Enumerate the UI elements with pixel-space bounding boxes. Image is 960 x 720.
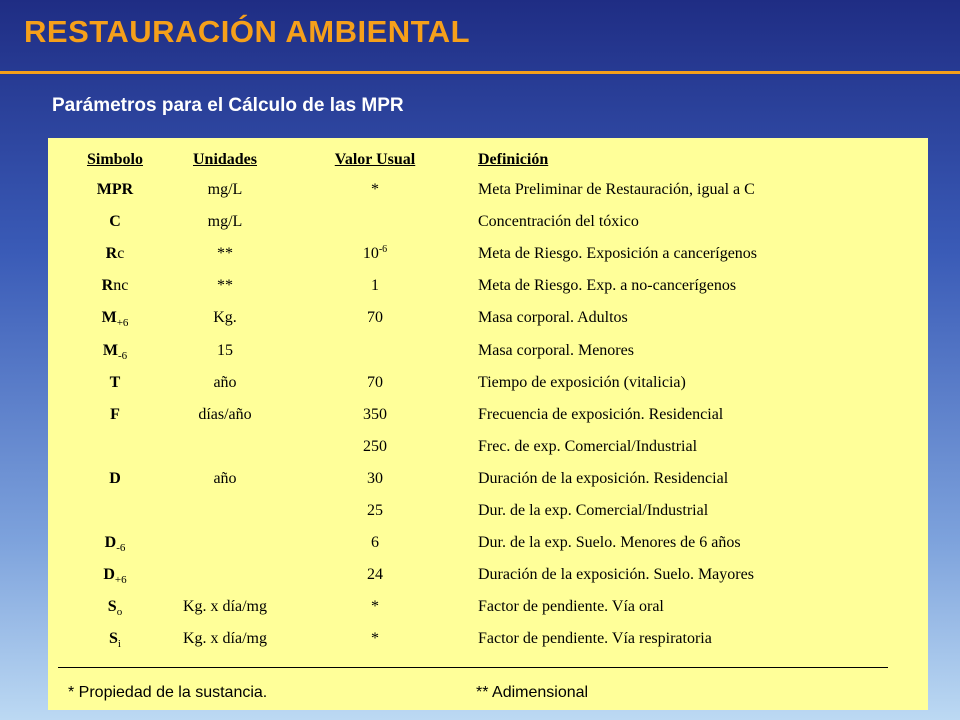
value-number: 10 <box>362 245 379 263</box>
cell-definition: Meta de Riesgo. Exp. a no-cancerígenos <box>478 277 737 295</box>
cell-units: Kg. <box>213 309 237 327</box>
symbol-subscript: +6 <box>116 317 129 330</box>
cell-definition: Masa corporal. Adultos <box>478 309 628 327</box>
cell-units: 15 <box>217 341 233 359</box>
symbol-subscript: -6 <box>116 542 126 555</box>
cell-symbol <box>60 302 170 334</box>
cell-units <box>170 431 280 463</box>
symbol-letter: D <box>104 534 117 552</box>
cell-symbol <box>60 591 170 623</box>
symbol-letter: D <box>103 566 115 584</box>
cell-symbol <box>60 238 170 270</box>
value-number: 24 <box>367 566 383 584</box>
table-row <box>60 399 898 431</box>
cell-value <box>280 302 470 334</box>
parameters-table <box>60 146 898 655</box>
cell-units: ** <box>217 277 233 295</box>
cell-symbol <box>60 559 170 591</box>
cell-value <box>280 367 470 399</box>
symbol-letter: C <box>109 213 121 231</box>
table-row <box>60 495 898 527</box>
cell-symbol <box>60 463 170 495</box>
cell-value <box>280 591 470 623</box>
cell-definition: Factor de pendiente. Vía respiratoria <box>478 630 712 648</box>
table-row <box>60 623 898 655</box>
cell-symbol <box>60 334 170 366</box>
cell-value <box>280 623 470 655</box>
symbol-letter: S <box>109 630 118 648</box>
cell-definition: Factor de pendiente. Vía oral <box>478 598 664 616</box>
value-number: 6 <box>371 534 379 552</box>
cell-units: días/año <box>198 405 252 423</box>
symbol-letter: MPR <box>96 181 134 199</box>
value-exponent: -6 <box>378 244 388 256</box>
table-row <box>60 367 898 399</box>
value-number: 350 <box>363 405 387 423</box>
value-number: * <box>371 598 379 616</box>
cell-symbol <box>60 623 170 655</box>
cell-definition: Meta Preliminar de Restauración, igual a C <box>478 181 755 199</box>
cell-definition: Dur. de la exp. Comercial/Industrial <box>478 501 709 519</box>
cell-symbol <box>60 206 170 238</box>
cell-units: mg/L <box>207 181 243 199</box>
cell-value <box>280 334 470 366</box>
table-row <box>60 174 898 206</box>
cell-definition: Meta de Riesgo. Exposición a cancerígenos <box>478 245 758 263</box>
cell-value <box>280 399 470 431</box>
symbol-letter: S <box>107 598 117 616</box>
symbol-letter: D <box>109 469 121 487</box>
cell-definition: Tiempo de exposición (vitalicia) <box>478 373 686 391</box>
cell-definition: Concentración del tóxico <box>478 213 639 231</box>
cell-value <box>280 174 470 206</box>
value-number: 25 <box>367 501 383 519</box>
table-row <box>60 302 898 334</box>
cell-value <box>280 463 470 495</box>
cell-symbol <box>60 174 170 206</box>
table-row <box>60 238 898 270</box>
table-row <box>60 206 898 238</box>
cell-symbol <box>60 431 170 463</box>
cell-symbol <box>60 495 170 527</box>
cell-value <box>280 495 470 527</box>
cell-units <box>170 559 280 591</box>
cell-units: ** <box>217 245 233 263</box>
footer-divider <box>58 667 888 668</box>
cell-units: Kg. x día/mg <box>183 598 267 616</box>
symbol-letter: R <box>105 245 118 263</box>
cell-value <box>280 559 470 591</box>
column-header-symbol: Simbolo <box>86 151 143 168</box>
table-row <box>60 527 898 559</box>
footnote-property: * Propiedad de la sustancia. <box>68 684 268 701</box>
cell-value <box>280 238 470 270</box>
cell-value <box>280 527 470 559</box>
cell-definition: Dur. de la exp. Suelo. Menores de 6 años <box>478 534 741 552</box>
table-header-row <box>60 146 898 174</box>
page-title: RESTAURACIÓN AMBIENTAL <box>24 14 471 49</box>
symbol-subscript: -6 <box>117 349 128 362</box>
footnote-dimensionless: ** Adimensional <box>476 684 589 701</box>
page-subtitle: Parámetros para el Cálculo de las MPR <box>52 95 404 116</box>
value-number: 70 <box>367 309 383 327</box>
symbol-subscript: o <box>116 606 123 619</box>
cell-symbol <box>60 527 170 559</box>
cell-definition: Frec. de exp. Comercial/Industrial <box>478 437 698 455</box>
cell-definition: Masa corporal. Menores <box>478 341 634 359</box>
cell-value <box>280 431 470 463</box>
cell-units: año <box>213 469 237 487</box>
cell-definition: Frecuencia de exposición. Residencial <box>478 405 724 423</box>
table-row <box>60 270 898 302</box>
symbol-suffix: c <box>117 245 125 263</box>
cell-units: año <box>213 373 237 391</box>
symbol-subscript: +6 <box>114 574 127 587</box>
value-number: 1 <box>371 277 379 295</box>
parameters-panel <box>48 138 928 710</box>
symbol-suffix: nc <box>113 277 129 295</box>
value-number: 70 <box>367 373 383 391</box>
symbol-letter: F <box>110 405 120 423</box>
symbol-letter: R <box>101 277 114 295</box>
table-row <box>60 591 898 623</box>
cell-symbol <box>60 367 170 399</box>
table-row <box>60 463 898 495</box>
symbol-letter: M <box>101 309 117 327</box>
cell-value <box>280 270 470 302</box>
cell-units: Kg. x día/mg <box>183 630 267 648</box>
table-row <box>60 559 898 591</box>
symbol-letter: M <box>102 341 118 359</box>
cell-value <box>280 206 470 238</box>
cell-units <box>170 495 280 527</box>
table-row <box>60 334 898 366</box>
value-number: * <box>371 181 379 199</box>
value-number: 250 <box>363 437 387 455</box>
symbol-subscript: i <box>117 638 121 651</box>
cell-definition: Duración de la exposición. Residencial <box>478 469 729 487</box>
cell-units <box>170 527 280 559</box>
column-header-units: Unidades <box>192 151 258 168</box>
title-divider <box>0 71 960 74</box>
symbol-letter: T <box>109 373 121 391</box>
table-row <box>60 431 898 463</box>
value-number: * <box>371 630 379 648</box>
cell-units: mg/L <box>207 213 243 231</box>
cell-symbol <box>60 270 170 302</box>
cell-definition: Duración de la exposición. Suelo. Mayores <box>478 566 754 584</box>
column-header-value: Valor Usual <box>334 151 416 168</box>
value-number: 30 <box>367 469 383 487</box>
column-header-definition: Definición <box>478 151 549 168</box>
cell-symbol <box>60 399 170 431</box>
